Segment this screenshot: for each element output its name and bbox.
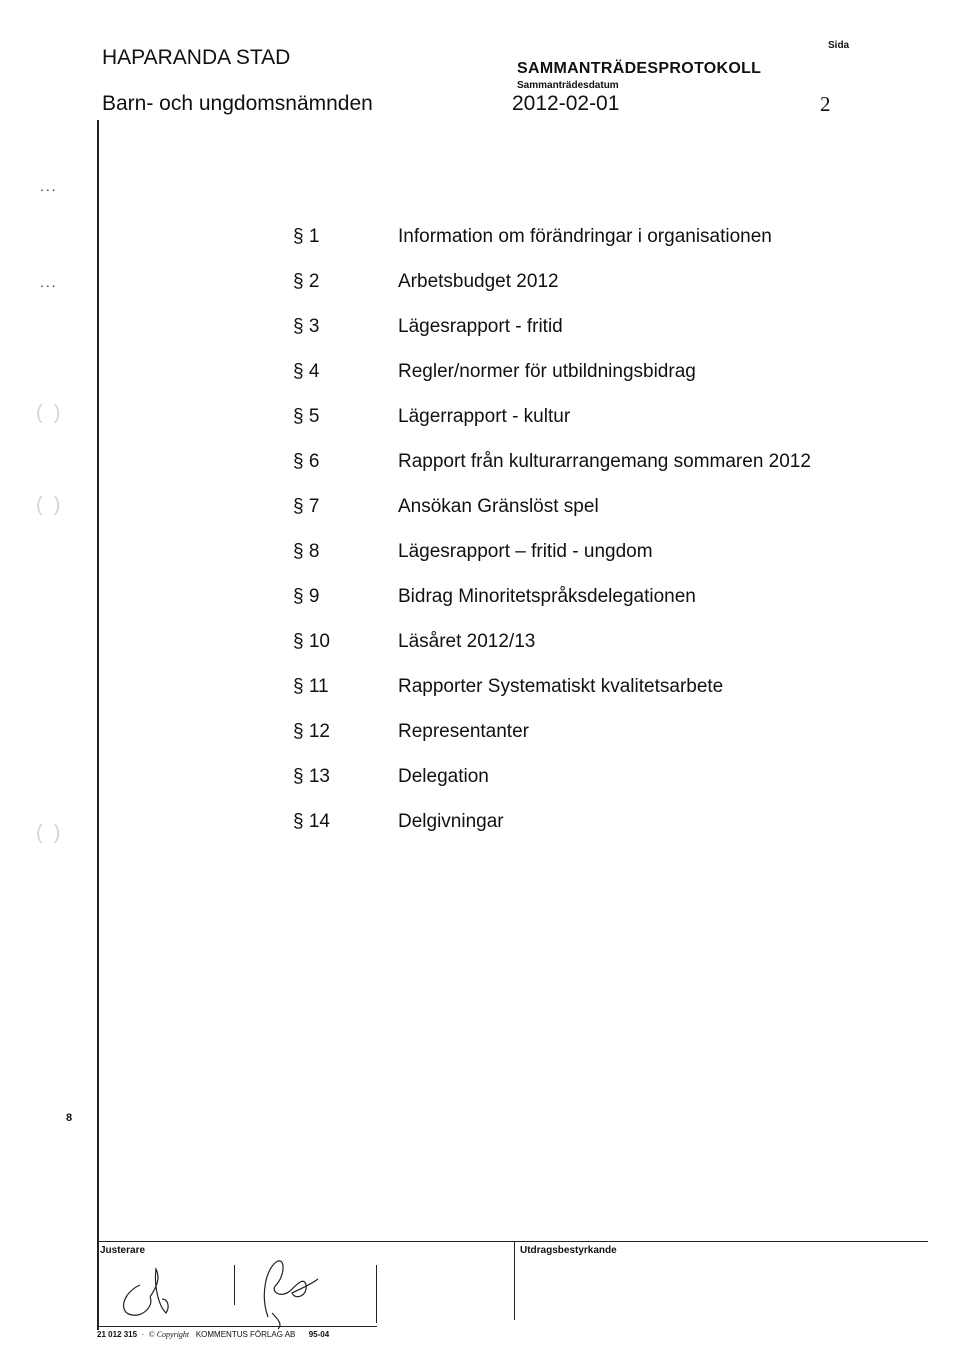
signature-divider — [376, 1265, 377, 1323]
margin-number: 8 — [66, 1112, 73, 1124]
agenda-item — [0, 271, 960, 316]
agenda-item — [0, 316, 960, 361]
certifier-label: Utdragsbestyrkande — [520, 1245, 617, 1256]
paragraph-number: § 10 — [293, 631, 330, 652]
publisher-name: KOMMENTUS FÖRLAG AB — [195, 1330, 296, 1339]
form-number: 21 012 315 — [97, 1330, 138, 1339]
paragraph-number: § 1 — [293, 226, 320, 247]
footer-rule — [98, 1241, 928, 1242]
agenda-title: Läsåret 2012/13 — [398, 631, 536, 652]
agenda-item — [0, 406, 960, 451]
agenda-title: Bidrag Minoritetspråksdelegationen — [398, 586, 696, 607]
page-label: Sida — [828, 40, 850, 51]
agenda-item — [0, 496, 960, 541]
agenda-title: Rapport från kulturarrangemang sommaren 2012 — [398, 451, 811, 472]
paragraph-number: § 14 — [293, 811, 330, 832]
agenda-title: Lägesrapport - fritid — [398, 316, 563, 337]
agenda-item — [0, 721, 960, 766]
agenda-list — [0, 226, 960, 856]
signature-initials — [110, 1255, 360, 1330]
agenda-title: Lägesrapport – fritid - ungdom — [398, 541, 653, 562]
paragraph-number: § 12 — [293, 721, 330, 742]
meeting-date-label: Sammanträdesdatum — [517, 80, 619, 91]
agenda-item — [0, 226, 960, 271]
agenda-item — [0, 541, 960, 586]
committee-name: Barn- och ungdomsnämnden — [102, 92, 373, 115]
punch-hole-mark: ( ) — [36, 494, 61, 516]
copyright-text: © Copyright — [148, 1330, 190, 1339]
meeting-date: 2012-02-01 — [512, 92, 620, 115]
page-number: 2 — [820, 92, 831, 116]
paragraph-number: § 11 — [293, 676, 329, 697]
paragraph-number: § 5 — [293, 406, 320, 427]
agenda-item — [0, 811, 960, 856]
organization-name: HAPARANDA STAD — [102, 46, 291, 69]
punch-hole-mark: ( ) — [36, 822, 61, 844]
agenda-title: Delegation — [398, 766, 489, 787]
margin-dots: ... — [40, 274, 58, 290]
paragraph-number: § 8 — [293, 541, 320, 562]
agenda-item — [0, 631, 960, 676]
signature-divider — [514, 1242, 515, 1320]
form-code: 21 012 315 · © Copyright KOMMENTUS FÖRLAG AB 95-04 — [97, 1330, 330, 1339]
form-edition: 95-04 — [308, 1330, 330, 1339]
document-type: SAMMANTRÄDESPROTOKOLL — [517, 60, 762, 77]
agenda-title: Delgivningar — [398, 811, 504, 832]
agenda-item — [0, 586, 960, 631]
agenda-title: Arbetsbudget 2012 — [398, 271, 559, 292]
paragraph-number: § 7 — [293, 496, 320, 517]
agenda-title: Representanter — [398, 721, 529, 742]
paragraph-number: § 3 — [293, 316, 320, 337]
agenda-title: Rapporter Systematiskt kvalitetsarbete — [398, 676, 724, 697]
agenda-item — [0, 676, 960, 721]
agenda-title: Information om förändringar i organisationen — [398, 226, 772, 247]
paragraph-number: § 6 — [293, 451, 320, 472]
adjuster-label: Justerare — [100, 1245, 146, 1256]
agenda-title: Regler/normer för utbildningsbidrag — [398, 361, 696, 382]
agenda-title: Ansökan Gränslöst spel — [398, 496, 599, 517]
agenda-title: Lägerrapport - kultur — [398, 406, 571, 427]
agenda-item — [0, 451, 960, 496]
paragraph-number: § 4 — [293, 361, 320, 382]
paragraph-number: § 13 — [293, 766, 330, 787]
margin-dots: ... — [40, 178, 58, 194]
agenda-item — [0, 766, 960, 811]
agenda-item — [0, 361, 960, 406]
paragraph-number: § 9 — [293, 586, 320, 607]
paragraph-number: § 2 — [293, 271, 320, 292]
punch-hole-mark: ( ) — [36, 402, 61, 424]
